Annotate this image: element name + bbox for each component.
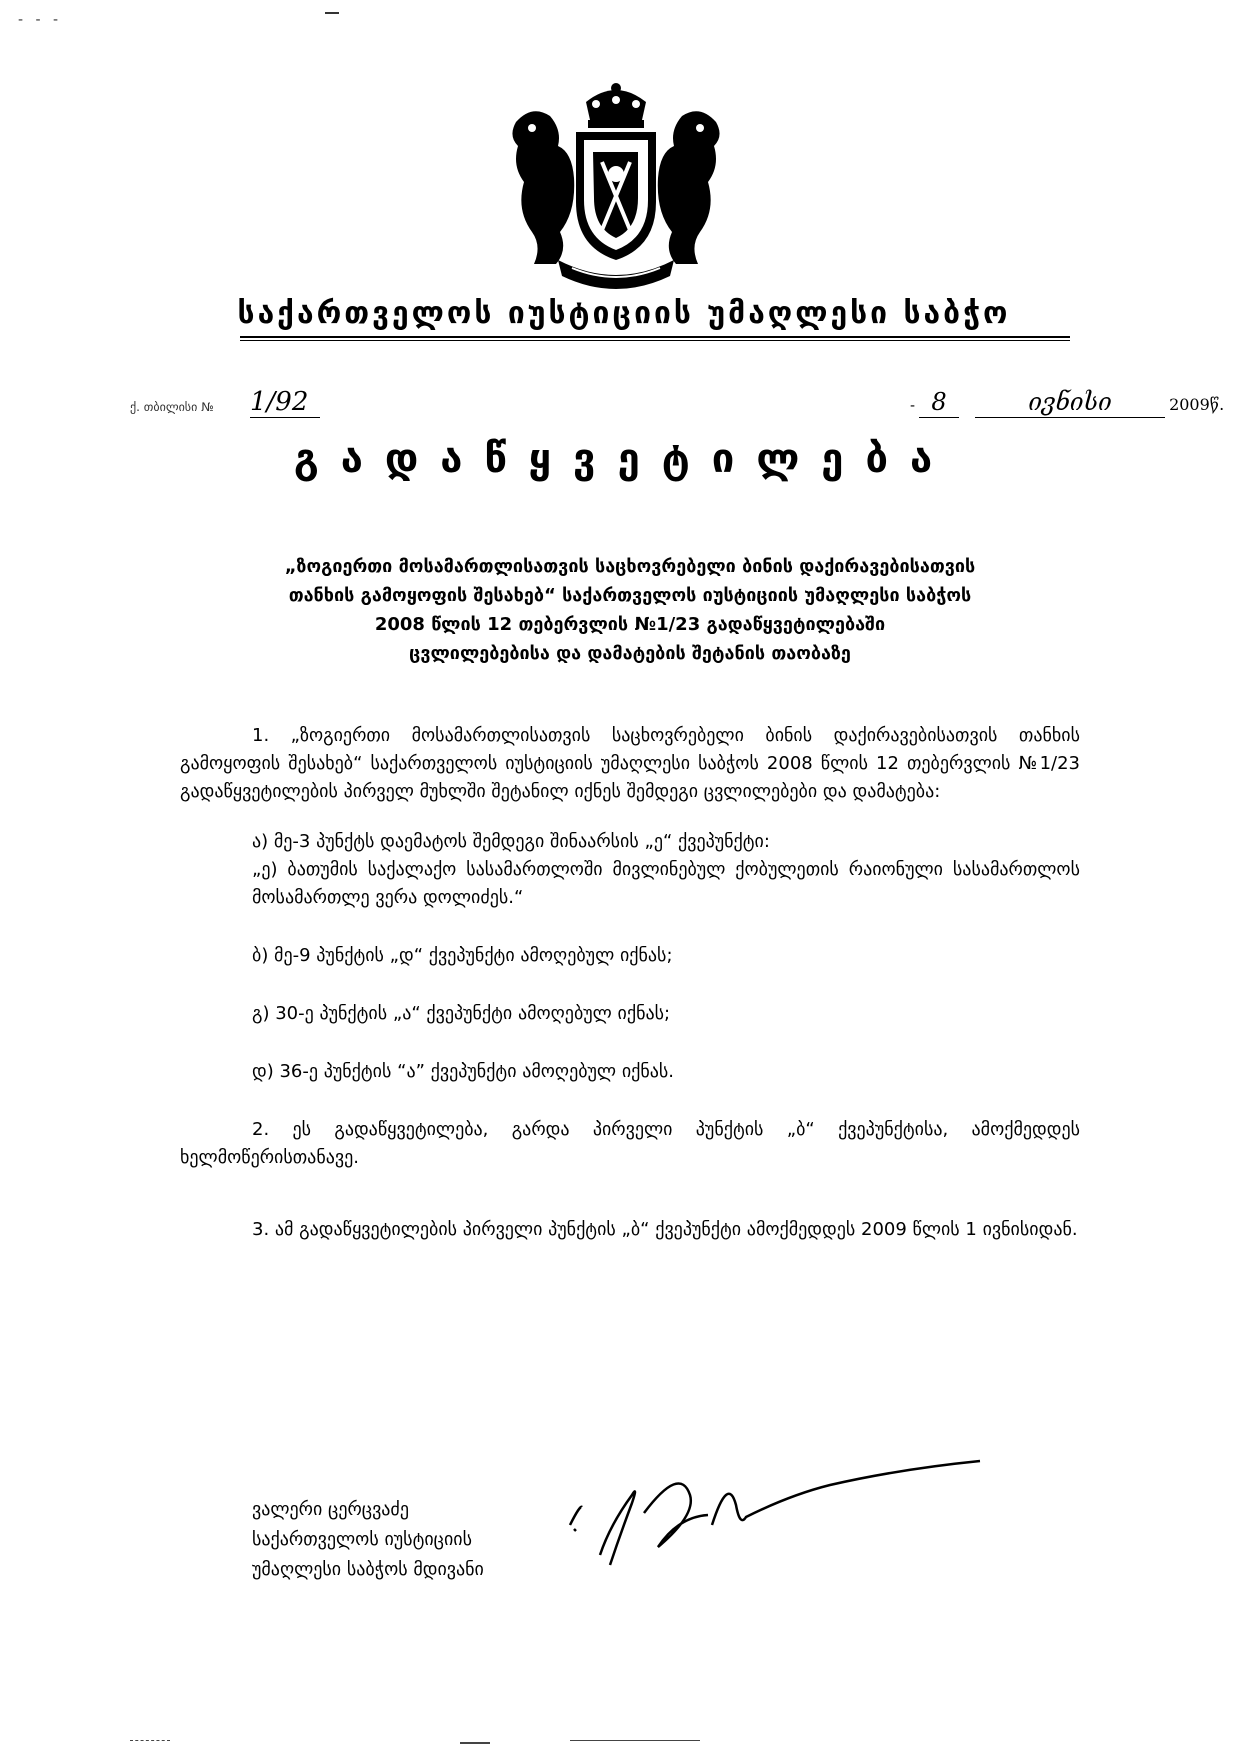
decision-subject (200, 552, 1060, 668)
scan-mark (460, 1742, 490, 1744)
organization-title: საქართველოს იუსტიციის უმაღლესი საბჭო (237, 296, 1011, 331)
paragraph-item-3: 3. ამ გადაწყვეტილების პირველი პუნქტის „ბ“ ქვეპუნქტი ამოქმედდეს 2009 წლის 1 ივნისიდან. (252, 1219, 1078, 1240)
date-year: 2009წ. (1169, 395, 1225, 414)
document-type-heading: გადაწყვეტილება (293, 436, 955, 482)
document-number-value: 1/92 (250, 387, 320, 418)
title-underline (240, 336, 1070, 338)
signatory-position: უმაღლესი საბჭოს მდივანი (252, 1559, 484, 1580)
coat-of-arms-emblem (498, 82, 734, 292)
subject-line: 2008 წლის 12 თებერვლის №1/23 გადაწყვეტილებაში (374, 614, 886, 635)
document-number-label: ქ. თბილისი № (130, 400, 214, 414)
paragraph-item-1: 1. „ზოგიერთი მოსამართლისათვის საცხოვრებელი ბინის დაქირავებისათვის თანხის გამოყოფის შესახებ“ საქართველოს იუსტიციის უმაღლესი საბჭოს 2008 წლის 12 თებერვლის №1/23 გადაწყვეტილების პირველ მუხლში შეტანილ იქნეს შემდეგი ცვლილებები და დამატება: (180, 725, 1080, 802)
paragraph-item-1-g: გ) 30-ე პუნქტის „ა“ ქვეპუნქტი ამოღებულ იქნას; (252, 1003, 671, 1024)
document-date (910, 387, 1224, 418)
scan-mark (570, 1740, 700, 1741)
date-month: ივნისი (975, 387, 1165, 418)
subject-line: „ზოგიერთი მოსამართლისათვის საცხოვრებელი ბინის დაქირავებისათვის (284, 556, 976, 577)
handwritten-signature (540, 1455, 1010, 1575)
paragraph-item-1-d: დ) 36-ე პუნქტის “ა” ქვეპუნქტი ამოღებულ იქნას. (252, 1061, 675, 1082)
scan-mark (130, 1740, 170, 1741)
date-dash: - (910, 398, 916, 414)
decision-body (180, 722, 1080, 1266)
scan-mark: - - - (18, 12, 63, 28)
subject-line: ცვლილებებისა და დამატების შეტანის თაობაზე (409, 643, 851, 664)
paragraph-item-1-a-text: „ე) ბათუმის საქალაქო სასამართლოში მივლინებულ ქობულეთის რაიონული სასამართლოს მოსამართლე ვერა დოლიძეს.“ (252, 859, 1080, 908)
paragraph-item-1-a: ა) მე-3 პუნქტს დაემატოს შემდეგი შინაარსის „ე“ ქვეპუნქტი: (252, 831, 770, 852)
title-underline (240, 340, 1070, 341)
date-day: 8 (919, 387, 959, 418)
subject-line: თანხის გამოყოფის შესახებ“ საქართველოს იუსტიციის უმაღლესი საბჭოს (288, 585, 972, 606)
scan-mark (325, 12, 339, 14)
signatory-block (252, 1495, 484, 1585)
paragraph-item-1-b: ბ) მე-9 პუნქტის „დ“ ქვეპუნქტი ამოღებულ იქნას; (252, 945, 673, 966)
paragraph-item-2: 2. ეს გადაწყვეტილება, გარდა პირველი პუნქტის „ბ“ ქვეპუნქტისა, ამოქმედდეს ხელმოწერისთანავე. (180, 1119, 1080, 1168)
signatory-position: საქართველოს იუსტიციის (252, 1529, 472, 1550)
signatory-name: ვალერი ცერცვაძე (252, 1499, 409, 1520)
